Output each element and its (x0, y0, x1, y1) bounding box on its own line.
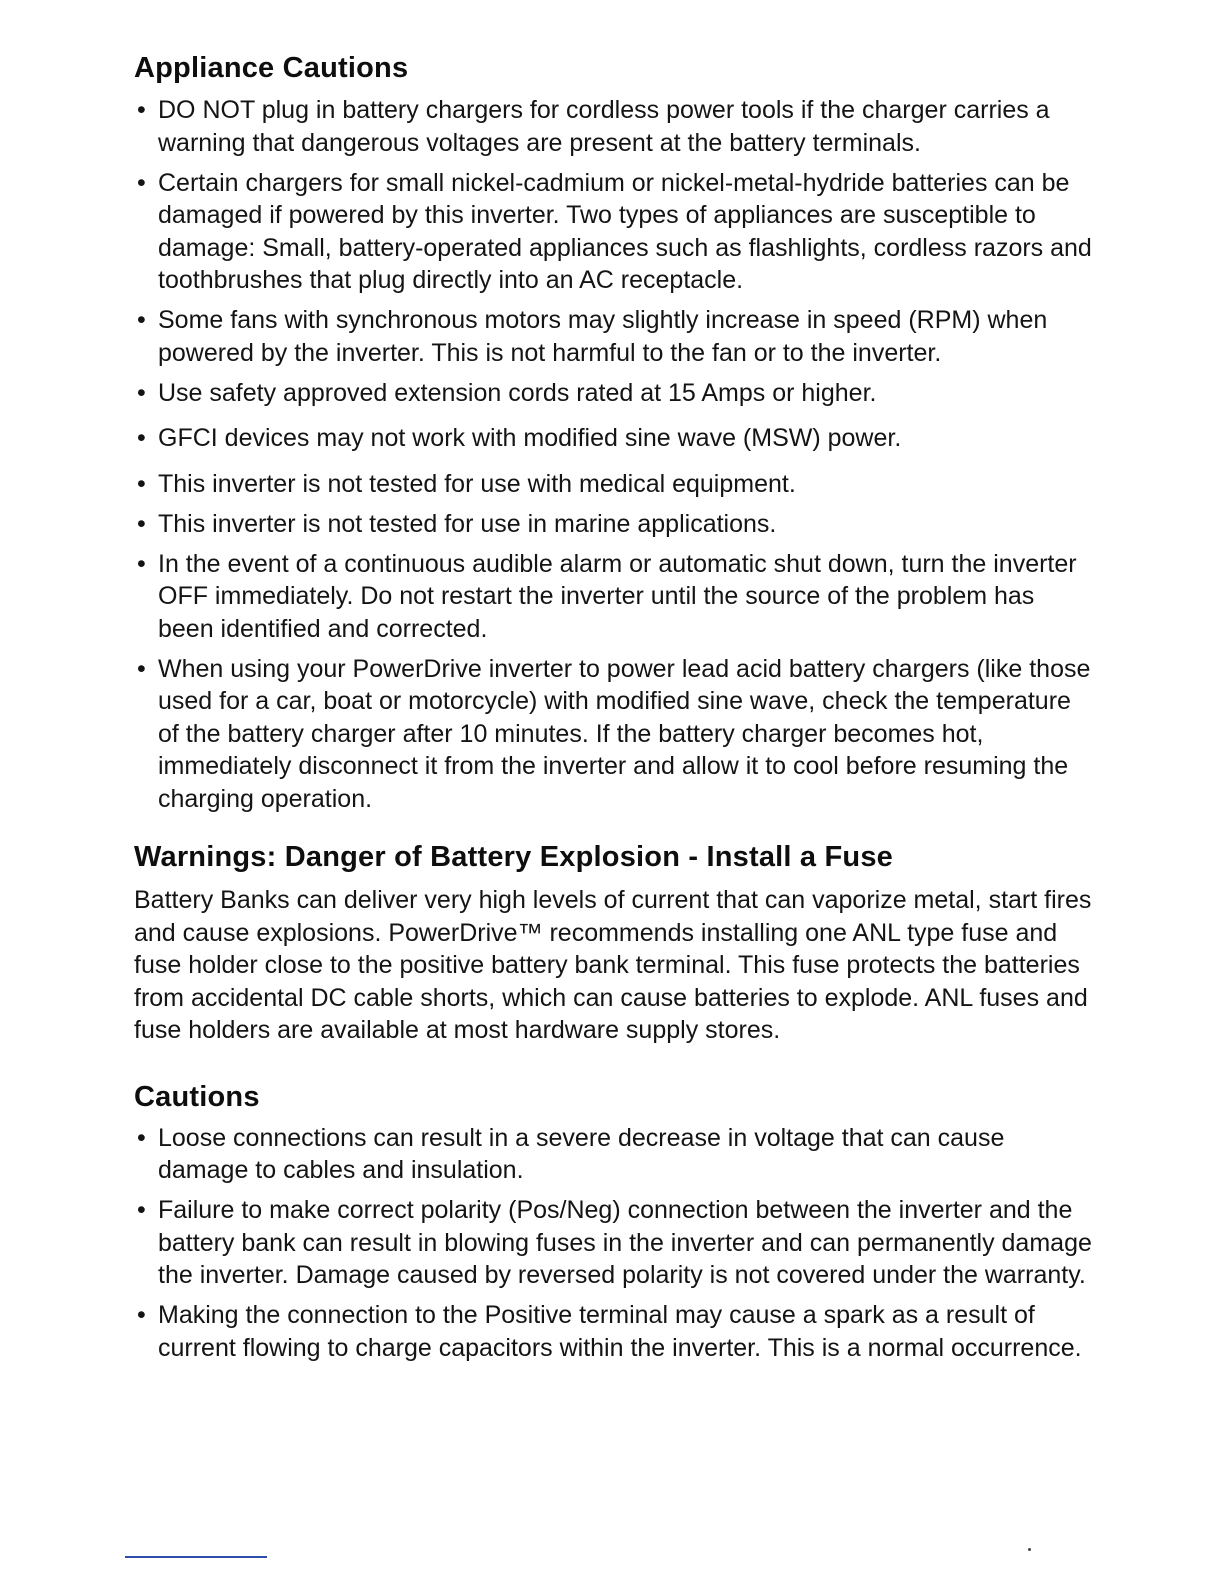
bullet-icon: • (137, 306, 146, 334)
list-item (134, 468, 1094, 501)
bullet-icon: • (137, 1196, 146, 1225)
battery-explosion-warning-section (134, 837, 1094, 1047)
scan-speck (1028, 1548, 1031, 1551)
list-item-text: In the event of a continuous audible alarm or automatic shut down, turn the inverter OFF immediately. Do not restart the inverter until the source of the problem has been identified and corrected. (158, 549, 1077, 643)
list-item-text: When using your PowerDrive inverter to power lead acid battery chargers (like those used for a car, boat or motorcycle) with modified sine wave, check the temperature of the battery charger after 10 minutes. If the battery charger becomes hot, immediately disconnect it from the inverter and allow it to cool before resuming the charging operation. (158, 654, 1091, 813)
list-item (134, 167, 1094, 297)
list-item (134, 422, 1094, 455)
bullet-icon: • (137, 549, 146, 578)
list-item-text: This inverter is not tested for use in marine applications. (158, 509, 777, 538)
bullet-icon: • (137, 1301, 146, 1330)
cautions-section (134, 1077, 1094, 1365)
list-item (134, 1299, 1094, 1364)
bullet-icon: • (137, 654, 146, 683)
list-item-text: Some fans with synchronous motors may slightly increase in speed (RPM) when powered by the inverter. This is not harmful to the fan or to the inverter. (158, 306, 1048, 367)
list-item-text: Making the connection to the Positive terminal may cause a spark as a result of current flowing to charge capacitors within the inverter. This is a normal occurrence. (158, 1301, 1082, 1362)
list-item (134, 508, 1094, 541)
cautions-heading: Cautions (134, 1080, 260, 1113)
bullet-icon: • (137, 1123, 146, 1152)
list-item-text: Certain chargers for small nickel-cadmium or nickel-metal-hydride batteries can be damaged if powered by this inverter. Two types of appliances are susceptible to damage: Small, battery-operated appliances such as flashlights, cordless razors and toothbrushes that plug directly into an AC receptacle. (158, 168, 1092, 294)
list-item (134, 1194, 1094, 1292)
list-item (134, 1122, 1094, 1187)
appliance-cautions-heading: Appliance Cautions (134, 52, 409, 84)
appliance-cautions-list (134, 94, 1094, 815)
appliance-cautions-section (134, 48, 1094, 815)
bullet-icon: • (137, 509, 146, 538)
list-item (134, 304, 1094, 369)
list-item (134, 653, 1094, 816)
bullet-icon: • (137, 424, 146, 452)
list-item-text: GFCI devices may not work with modified sine wave (MSW) power. (158, 424, 902, 452)
list-item (134, 548, 1094, 646)
cautions-list (134, 1122, 1094, 1365)
bullet-icon: • (137, 378, 146, 407)
list-item (134, 377, 1094, 410)
footer-rule (125, 1556, 267, 1558)
list-item-text: DO NOT plug in battery chargers for cordless power tools if the charger carries a warning that dangerous voltages are present at the battery terminals. (158, 96, 1050, 157)
bullet-icon: • (137, 469, 146, 498)
bullet-icon: • (137, 96, 146, 124)
list-item-text: Use safety approved extension cords rated at 15 Amps or higher. (158, 378, 877, 407)
battery-explosion-warning-heading: Warnings: Danger of Battery Explosion - Install a Fuse (134, 841, 894, 873)
bullet-icon: • (137, 168, 146, 197)
manual-page (134, 48, 1094, 1364)
list-item-text: Failure to make correct polarity (Pos/Neg) connection between the inverter and the battery bank can result in blowing fuses in the inverter and can permanently damage the inverter. Damage caused by reversed polarity is not covered under the warranty. (158, 1196, 1092, 1290)
battery-explosion-warning-paragraph: Battery Banks can deliver very high levels of current that can vaporize metal, start fires and cause explosions. PowerDrive™ recommends installing one ANL type fuse and fuse holder close to the positive battery bank terminal. This fuse protects the batteries from accidental DC cable shorts, which can cause batteries to explode. ANL fuses and fuse holders are available at most hardware supply stores. (134, 886, 1092, 1045)
list-item-text: This inverter is not tested for use with medical equipment. (158, 469, 796, 498)
list-item-text: Loose connections can result in a severe decrease in voltage that can cause damage to cables and insulation. (158, 1123, 1005, 1185)
list-item (134, 94, 1094, 159)
